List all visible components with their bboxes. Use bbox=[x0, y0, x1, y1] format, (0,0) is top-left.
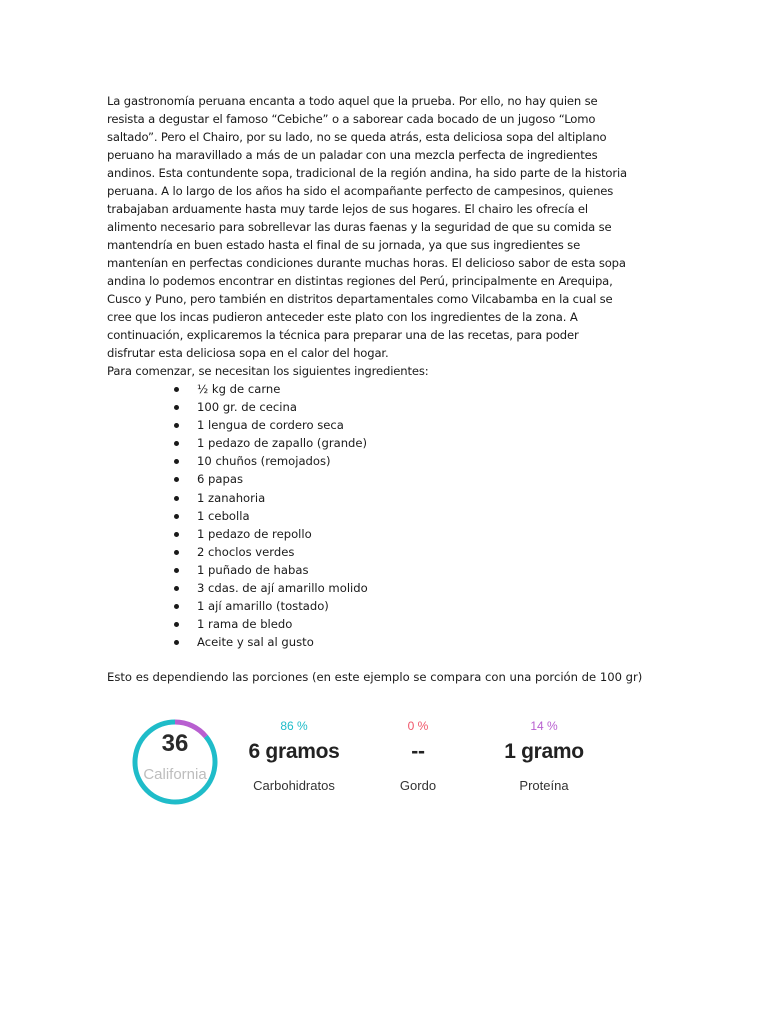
list-item: 1 cebolla bbox=[172, 507, 368, 525]
intro-paragraph: La gastronomía peruana encanta a todo aquel que la prueba. Por ello, no hay quien se resista a degustar el famoso “Cebiche” o a saborear cada bocado de un jugoso “Lomo saltado”. Pero el Chairo, por su lado, no se queda atrás, esta deliciosa sopa del altiplano peruano ha maravillado a más de un paladar con una mezcla perfecta de ingredientes andinos. Esta contundente sopa, tradicional de la región andina, ha sido parte de la historia peruana. A lo largo de los años ha sido el acompañante perfecto de campesinos, quienes trabajaban arduamente hasta muy tarde lejos de sus hogares. El chairo les ofrecía el alimento necesario para sobrellevar las duras faenas y la seguridad de que su comida se mantendría en buen estado hasta el final de su jornada, ya que sus ingredientes se mantenían en perfectas condiciones durante muchas horas. El delicioso sabor de esta sopa andina lo podemos encontrar en distintas regiones del Perú, principalmente en Arequipa, Cusco y Puno, pero también en distritos departamentales como Vilcabamba en la cual se cree que los incas pudieron anteceder este plato con los ingredientes de la zona. A continuación, explicaremos la técnica para preparar una de las recetas, para poder disfrutar esta deliciosa sopa en el calor del hogar. bbox=[107, 94, 627, 360]
list-item: 1 pedazo de zapallo (grande) bbox=[172, 434, 368, 452]
macro-carbs bbox=[224, 718, 364, 793]
ingredient-list bbox=[172, 380, 368, 651]
macro-percent: 0 % bbox=[407, 719, 429, 733]
list-item: 10 chuños (remojados) bbox=[172, 452, 368, 470]
list-item: 1 puñado de habas bbox=[172, 561, 368, 579]
macro-amount: 6 gramos bbox=[248, 740, 340, 763]
intro-text bbox=[107, 92, 627, 380]
list-item: 1 ají amarillo (tostado) bbox=[172, 597, 368, 615]
macro-amount: -- bbox=[411, 740, 425, 763]
list-item: 2 choclos verdes bbox=[172, 543, 368, 561]
list-item: ½ kg de carne bbox=[172, 380, 368, 398]
portion-note: Esto es dependiendo las porciones (en este ejemplo se compara con una porción de 100 gr) bbox=[107, 670, 643, 684]
macro-percent: 14 % bbox=[530, 719, 558, 733]
nutrition-summary bbox=[0, 700, 768, 820]
list-item: 1 zanahoria bbox=[172, 489, 368, 507]
ingredients-lead: Para comenzar, se necesitan los siguientes ingredientes: bbox=[107, 364, 429, 378]
macro-percent: 86 % bbox=[280, 719, 308, 733]
list-item: 3 cdas. de ají amarillo molido bbox=[172, 579, 368, 597]
list-item: 1 pedazo de repollo bbox=[172, 525, 368, 543]
calorie-value: 36 bbox=[161, 730, 189, 757]
macro-amount: 1 gramo bbox=[504, 740, 584, 763]
macro-protein bbox=[474, 718, 614, 793]
macro-name: Gordo bbox=[399, 778, 437, 793]
list-item: 6 papas bbox=[172, 470, 368, 488]
calorie-label: California bbox=[143, 766, 207, 783]
list-item: 1 rama de bledo bbox=[172, 615, 368, 633]
list-item: Aceite y sal al gusto bbox=[172, 633, 368, 651]
list-item: 1 lengua de cordero seca bbox=[172, 416, 368, 434]
list-item: 100 gr. de cecina bbox=[172, 398, 368, 416]
macro-name: Proteína bbox=[519, 778, 569, 793]
macro-name: Carbohidratos bbox=[253, 778, 335, 793]
macro-fat bbox=[348, 718, 488, 793]
